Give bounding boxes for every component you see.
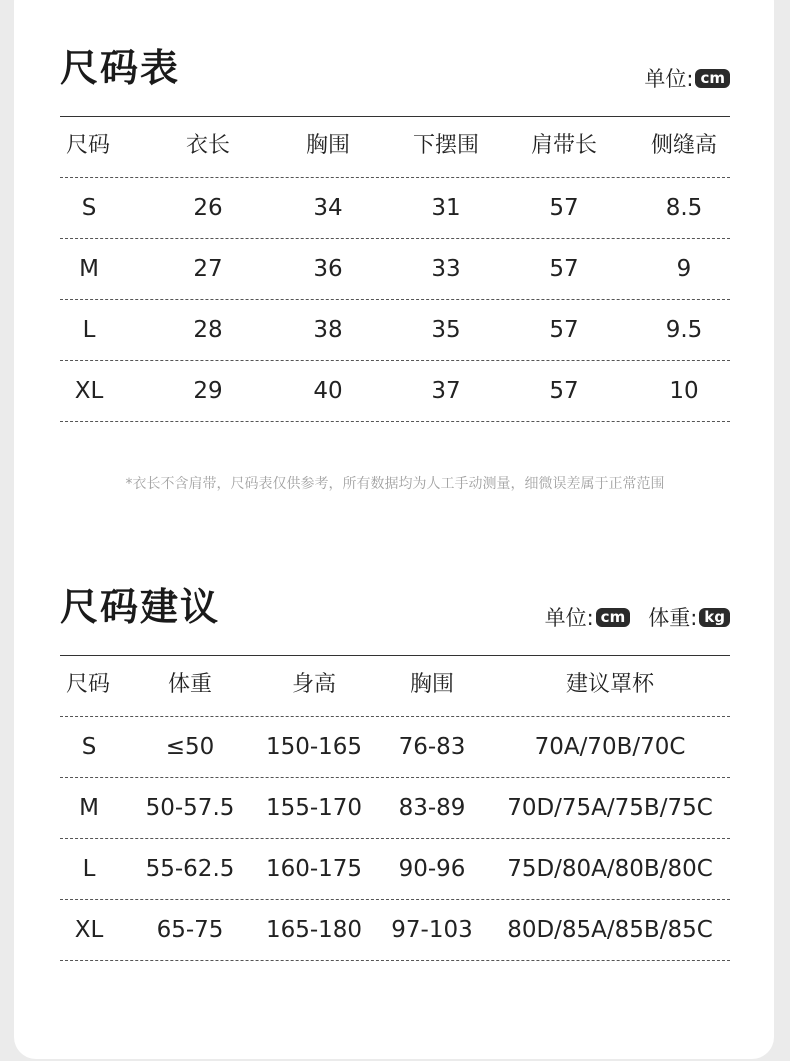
header-cell: 衣长: [185, 133, 230, 158]
table-row: [60, 239, 730, 300]
table-row: [60, 361, 730, 422]
table-cell: 65-75: [156, 917, 224, 943]
table-cell: 70A/70B/70C: [534, 734, 686, 760]
table-cell: 150-165: [265, 734, 363, 760]
size-cell: L: [82, 317, 96, 343]
table-cell: 57: [549, 317, 579, 343]
table-cell: 155-170: [265, 795, 363, 821]
table-cell: 35: [431, 317, 461, 343]
table-cell: 50-57.5: [145, 795, 235, 821]
size-chart-note: *衣长不含肩带，尺码表仅供参考，所有数据均为人工手动测量，细微误差属于正常范围: [125, 476, 665, 492]
table-cell: 55-62.5: [145, 856, 235, 882]
size-cell: L: [82, 856, 96, 882]
table-cell: 29: [193, 378, 223, 404]
table-cell: 31: [431, 195, 461, 221]
table-row: [60, 717, 730, 778]
table-cell: 27: [193, 256, 223, 282]
size-chart-title: 尺码表: [60, 46, 181, 90]
table-cell: 57: [549, 256, 579, 282]
table-cell: 75D/80A/80B/80C: [507, 856, 713, 882]
header-cell: 体重: [167, 672, 212, 697]
table-cell: 38: [313, 317, 343, 343]
table-cell: 90-96: [398, 856, 466, 882]
header-cell: 尺码: [66, 133, 111, 158]
table-cell: 9.5: [665, 317, 703, 343]
table-cell: 160-175: [265, 856, 363, 882]
table-cell: ≤50: [165, 734, 215, 760]
header-cell: 肩带长: [530, 133, 597, 158]
table-cell: 165-180: [265, 917, 363, 943]
table-cell: 33: [431, 256, 461, 282]
header-cell: 身高: [291, 672, 336, 697]
unit-badge-kg: kg: [699, 608, 730, 627]
table-cell: 70D/75A/75B/75C: [507, 795, 713, 821]
unit-badge-cm: cm: [596, 608, 631, 627]
size-chart-table: [60, 116, 730, 422]
size-advice-title: 尺码建议: [60, 585, 221, 629]
unit-badge-cm: cm: [695, 69, 730, 88]
size-advice-table: [60, 655, 730, 961]
header-cell: 侧缝高: [650, 133, 717, 158]
header-cell: 下摆围: [412, 133, 479, 158]
table-header-row: [60, 656, 730, 717]
table-cell: 37: [431, 378, 461, 404]
table-cell: 83-89: [398, 795, 466, 821]
weight-label: 体重:: [648, 606, 698, 630]
size-cell: XL: [74, 917, 104, 943]
header-cell: 胸围: [409, 672, 454, 697]
table-cell: 10: [669, 378, 699, 404]
table-cell: 36: [313, 256, 343, 282]
size-cell: M: [79, 256, 99, 282]
unit-group-length: [644, 63, 730, 93]
unit-label: 单位:: [644, 67, 694, 91]
header-cell: 尺码: [66, 672, 111, 697]
table-cell: 26: [193, 195, 223, 221]
table-cell: 8.5: [665, 195, 703, 221]
size-cell: S: [81, 195, 97, 221]
table-cell: 28: [193, 317, 223, 343]
size-cell: XL: [74, 378, 104, 404]
header-cell: 胸围: [305, 133, 350, 158]
table-cell: 9: [676, 256, 692, 282]
unit-group-weight: [648, 602, 730, 632]
header-cell: 建议罩杯: [565, 672, 654, 697]
table-row: [60, 900, 730, 961]
table-cell: 80D/85A/85B/85C: [507, 917, 713, 943]
table-header-row: [60, 117, 730, 178]
unit-group-length: [545, 602, 631, 632]
table-cell: 76-83: [398, 734, 466, 760]
table-cell: 40: [313, 378, 343, 404]
size-cell: M: [79, 795, 99, 821]
table-row: [60, 839, 730, 900]
table-row: [60, 300, 730, 361]
table-row: [60, 178, 730, 239]
table-row: [60, 778, 730, 839]
size-cell: S: [81, 734, 97, 760]
size-chart-units: [626, 63, 730, 93]
unit-label: 单位:: [544, 606, 594, 630]
table-cell: 97-103: [391, 917, 473, 943]
table-cell: 34: [313, 195, 343, 221]
table-cell: 57: [549, 195, 579, 221]
table-cell: 57: [549, 378, 579, 404]
size-advice-units: [527, 602, 730, 632]
